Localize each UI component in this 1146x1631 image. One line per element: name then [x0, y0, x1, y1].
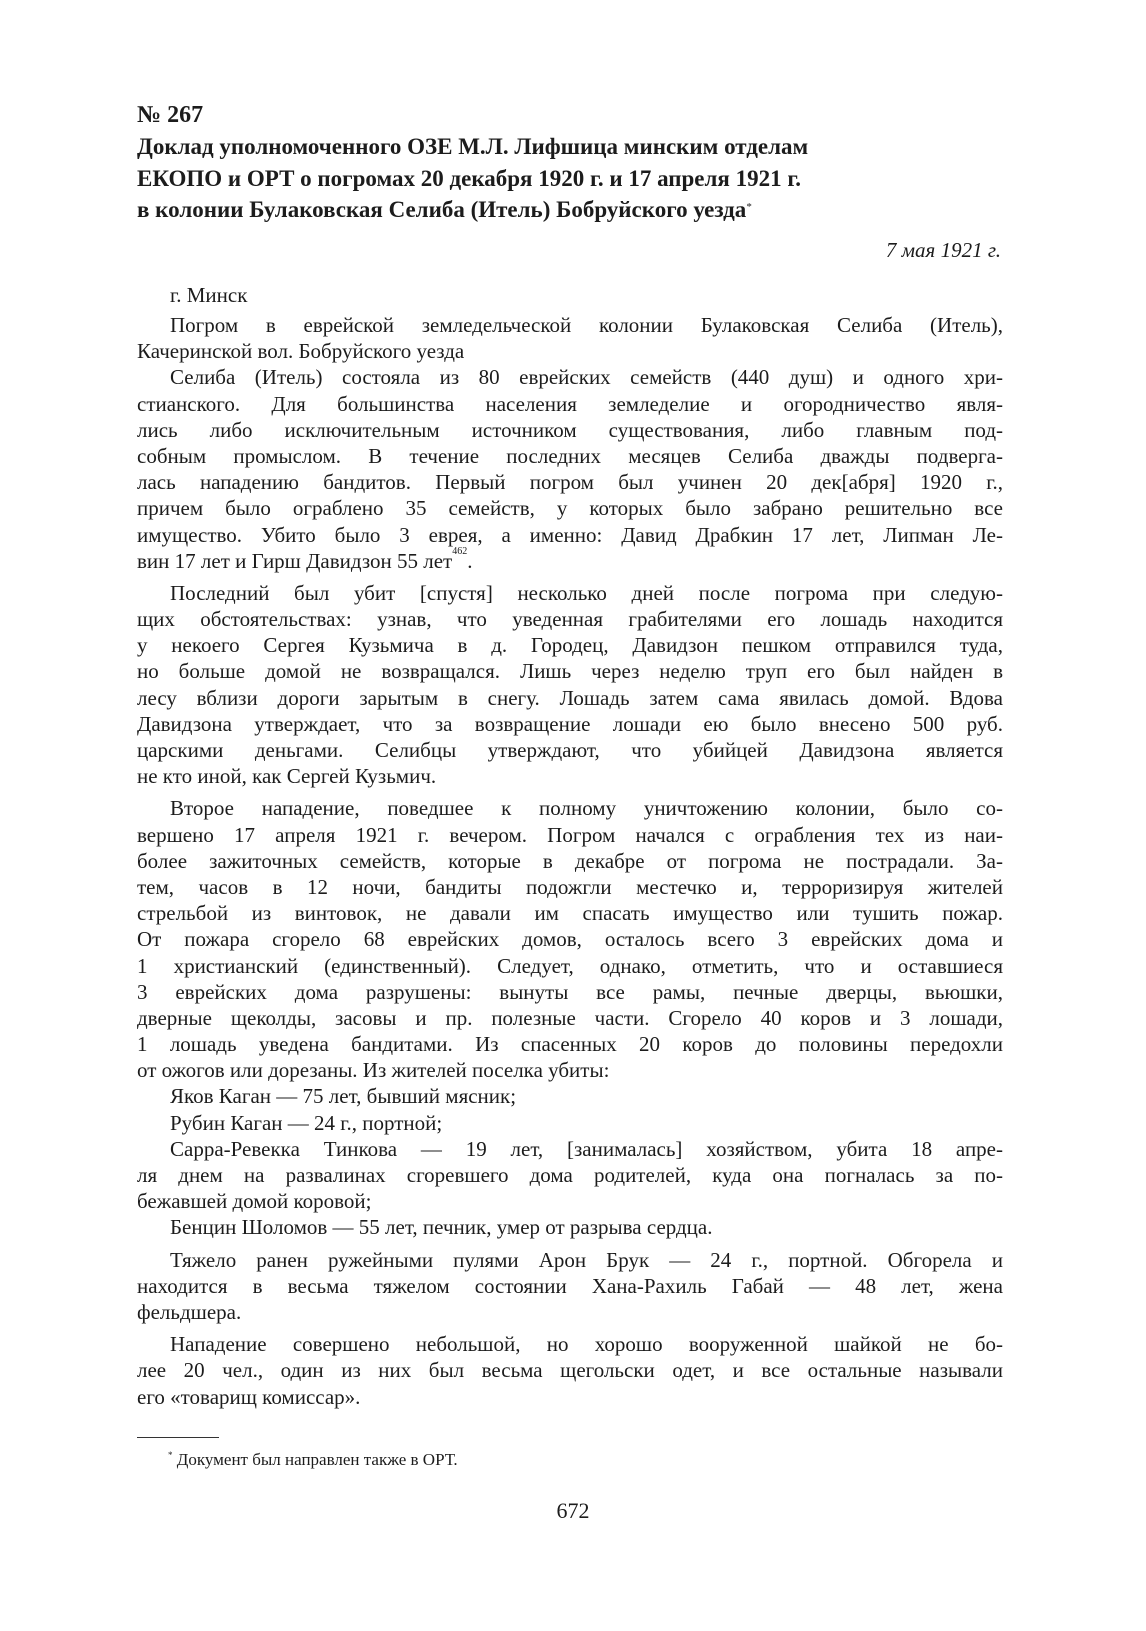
- text-line: стианского. Для большинства населения земледелие и огородничество явля-: [137, 391, 1003, 416]
- document-place: г. Минск: [170, 283, 248, 307]
- title-line: [137, 194, 1017, 226]
- text-line: более зажиточных семейств, которые в декабре от погрома не пострадали. За-: [137, 848, 1003, 873]
- document-title: [137, 131, 1017, 226]
- victim-entry: Рубин Каган — 24 г., портной;: [170, 1110, 443, 1135]
- paragraph: [137, 580, 1003, 790]
- text-line: [137, 545, 1003, 574]
- text-line: от ожогов или дорезаны. Из жителей поселка убиты:: [137, 1058, 610, 1083]
- text-line: 3 еврейских дома разрушены: вынуты все рамы, печные дверцы, вьюшки,: [137, 979, 1003, 1004]
- victim-entry: Сарра-Ревекка Тинкова — 19 лет, [занималась] хозяйством, убита 18 апре-: [170, 1136, 1003, 1161]
- footnote-mark: *: [168, 1450, 173, 1460]
- text-line: Давидзона утверждает, что за возвращение лошади ею было внесено 500 руб.: [137, 711, 1003, 736]
- paragraph: [137, 1331, 1003, 1410]
- title-line-text: в колонии Булаковская Селиба (Итель) Бобруйского уезда: [137, 197, 747, 222]
- text-line: тем, часов в 12 ночи, бандиты подожгли местечко и, терроризируя жителей: [137, 874, 1003, 899]
- title-footnote-mark: *: [746, 201, 752, 213]
- text-line: находится в весьма тяжелом состоянии Хана-Рахиль Габай — 48 лет, жена: [137, 1273, 1003, 1298]
- text-line: Селиба (Итель) состояла из 80 еврейских семейств (440 душ) и одного хри-: [170, 365, 1003, 390]
- text-line: причем было ограблено 35 семейств, у которых было забрано решительно все: [137, 496, 1003, 521]
- text-line: стрельбой из винтовок, не давали им спасать имущество или тушить пожар.: [137, 901, 1003, 926]
- text-line-end: .: [467, 548, 473, 573]
- text-line-content: вин 17 лет и Гирш Давидзон 55 лет: [137, 548, 453, 573]
- footnote-divider: [137, 1437, 219, 1438]
- text-line: 1 христианский (единственный). Следует, однако, отметить, что и оставшиеся: [137, 953, 1003, 978]
- paragraph: [137, 364, 1003, 574]
- text-line: его «товарищ комиссар».: [137, 1384, 361, 1409]
- paragraph: [137, 312, 1003, 364]
- text-line: лесу вблизи дороги зарытым в снегу. Лошадь затем сама явилась домой. Вдова: [137, 685, 1003, 710]
- victims-list: [137, 1083, 1003, 1240]
- document-number: № 267: [137, 102, 204, 128]
- text-line: Тяжело ранен ружейными пулями Арон Брук — 24 г., портной. Обгорела и: [170, 1247, 1003, 1272]
- text-line: у некоего Сергея Кузьмича в д. Городец, Давидзон пешком отправился туда,: [137, 633, 1003, 658]
- victim-entry-continued: бежавшей домой коровой;: [137, 1189, 372, 1214]
- text-line: щих обстоятельствах: узнав, что уведенная грабителями его лошадь находится: [137, 607, 1003, 632]
- victim-entry-continued: ля днем на развалинах сгоревшего дома родителей, куда она погналась за по-: [137, 1163, 1003, 1187]
- text-line: лее 20 чел., один из них был весьма щегольски одет, и все остальные называли: [137, 1358, 1003, 1383]
- text-line: Второе нападение, поведшее к полному уничтожению колонии, было со-: [170, 796, 1003, 821]
- text-line: не кто иной, как Сергей Кузьмич.: [137, 764, 437, 789]
- victim-entry: Яков Каган — 75 лет, бывший мясник;: [170, 1084, 517, 1109]
- document-date: 7 мая 1921 г.: [885, 238, 1001, 262]
- text-line: Последний был убит [спустя] несколько дней после погрома при следую-: [170, 580, 1003, 605]
- text-line: дверные щеколды, засовы и пр. полезные части. Сгорело 40 коров и 3 лошади,: [137, 1005, 1003, 1030]
- text-line: но больше домой не возвращался. Лишь через неделю труп его был найден в: [137, 659, 1003, 684]
- victim-entry: Бенцин Шоломов — 55 лет, печник, умер от разрыва сердца.: [170, 1215, 713, 1240]
- footnote: [168, 1450, 458, 1470]
- page-number: 672: [556, 1498, 590, 1523]
- text-line: Качеринской вол. Бобруйского уезда: [137, 339, 465, 364]
- text-line: вершено 17 апреля 1921 г. вечером. Погром начался с ограбления тех из наи-: [137, 822, 1003, 847]
- text-line: лись либо исключительным источником существования, либо главным под-: [137, 417, 1003, 442]
- text-line: царскими деньгами. Селибцы утверждают, что убийцей Давидзона является: [137, 738, 1003, 762]
- text-line: 1 лошадь уведена бандитами. Из спасенных 20 коров до половины передохли: [137, 1032, 1003, 1057]
- text-line: собным промыслом. В течение последних месяцев Селиба дважды подверга-: [137, 443, 1003, 468]
- paragraph: [137, 795, 1003, 1083]
- text-line: имущество. Убито было 3 еврея, а именно: Давид Драбкин 17 лет, Липман Ле-: [137, 522, 1003, 547]
- footnote-text: Документ был направлен также в ОРТ.: [176, 1450, 458, 1469]
- paragraph: [137, 1247, 1003, 1326]
- endnote-reference[interactable]: 462: [452, 545, 468, 557]
- text-line: От пожара сгорело 68 еврейских домов, осталось всего 3 еврейских дома и: [137, 927, 1003, 952]
- text-line: фельдшера.: [137, 1299, 242, 1324]
- title-line: ЕКОПО и ОРТ о погромах 20 декабря 1920 г. и 17 апреля 1921 г.: [137, 165, 801, 191]
- text-line: Нападение совершено небольшой, но хорошо вооруженной шайкой не бо-: [170, 1332, 1003, 1357]
- text-line: Погром в еврейской земледельческой колонии Булаковская Селиба (Итель),: [170, 313, 1003, 337]
- text-line: лась нападению бандитов. Первый погром был учинен 20 дек[абря] 1920 г.,: [137, 470, 1003, 495]
- document-body: [137, 312, 1003, 1410]
- title-line: Доклад уполномоченного ОЗЕ М.Л. Лифшица минским отделам: [137, 134, 809, 159]
